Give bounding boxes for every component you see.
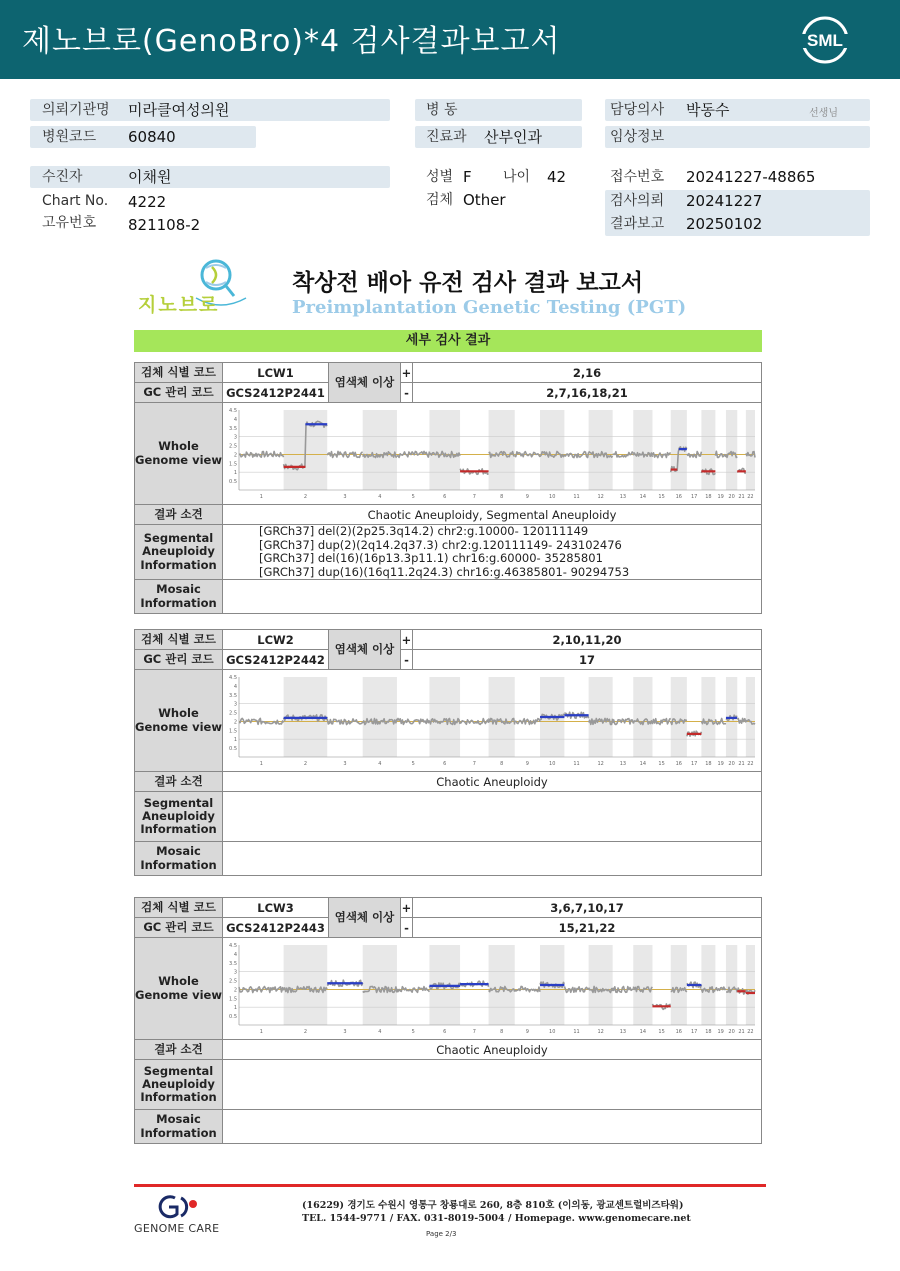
y-tick-label: 1.5 — [229, 460, 237, 467]
chart-label: Chart No. — [42, 193, 109, 209]
chromosome-band — [589, 945, 613, 1025]
request-label: 검사의뢰 — [610, 193, 665, 209]
x-tick-label: 10 — [549, 1028, 556, 1035]
chromosome-band — [746, 677, 755, 757]
y-tick-label: 2 — [233, 451, 237, 458]
copy-number-trace — [737, 718, 746, 723]
x-tick-label: 12 — [597, 493, 604, 500]
chromosome-band — [429, 677, 460, 757]
x-tick-label: 16 — [675, 493, 682, 500]
mosaic-value — [223, 842, 762, 876]
x-tick-label: 7 — [472, 493, 476, 500]
y-tick-label: 3 — [233, 434, 237, 441]
x-tick-label: 13 — [619, 493, 627, 500]
patient-label: 수진자 — [42, 169, 83, 185]
x-tick-label: 15 — [658, 760, 665, 767]
y-tick-label: 2 — [233, 986, 237, 993]
result-label: 결과 소견 — [135, 772, 223, 792]
x-tick-label: 8 — [500, 1028, 504, 1035]
x-tick-label: 19 — [717, 1028, 724, 1035]
y-tick-label: 3.5 — [229, 425, 237, 432]
x-tick-label: 21 — [738, 493, 745, 500]
result-value: Chaotic Aneuploidy — [223, 1040, 762, 1060]
x-tick-label: 18 — [705, 493, 712, 500]
x-tick-label: 16 — [675, 760, 682, 767]
doctor-label: 담당의사 — [610, 102, 665, 118]
y-tick-label: 3.5 — [229, 960, 237, 967]
x-tick-label: 12 — [597, 1028, 604, 1035]
sml-logo-icon — [796, 14, 854, 66]
dept-value: 산부인과 — [484, 128, 542, 146]
chart-value: 4222 — [128, 193, 167, 211]
y-tick-label: 1 — [233, 1004, 237, 1011]
x-tick-label: 2 — [303, 493, 308, 500]
x-tick-label: 20 — [728, 1028, 735, 1035]
segmental-label: Segmental Aneuploidy Information — [135, 1060, 223, 1110]
chromosome-band — [363, 677, 397, 757]
whole-genome-plot — [223, 670, 762, 772]
chromosome-band — [746, 945, 755, 1025]
x-tick-label: 15 — [658, 1028, 665, 1035]
report-date-label: 결과보고 — [610, 216, 665, 232]
uid-value: 821108-2 — [128, 216, 201, 234]
footer-divider — [134, 1184, 766, 1187]
hosp-code-label: 병원코드 — [42, 129, 97, 145]
y-tick-label: 4.5 — [229, 407, 237, 414]
result-value: Chaotic Aneuploidy, Segmental Aneuploidy — [223, 505, 762, 525]
x-tick-label: 20 — [728, 760, 735, 767]
x-tick-label: 9 — [525, 760, 529, 767]
y-tick-label: 3 — [233, 969, 237, 976]
x-tick-label: 3 — [343, 493, 347, 500]
loss-sign: - — [401, 650, 413, 670]
sex-value: F — [463, 168, 472, 186]
x-tick-label: 6 — [443, 493, 447, 500]
y-tick-label: 1.5 — [229, 727, 237, 734]
segmental-line: [GRCh37] dup(16)(16q11.2q24.3) chr16:g.46385801- 90294753 — [259, 564, 630, 579]
sample-code-label: 검체 식별 코드 — [135, 898, 223, 918]
chromosome-band — [284, 945, 328, 1025]
chromosome-band — [429, 410, 460, 490]
y-tick-label: 4.5 — [229, 674, 237, 681]
segmental-line: [GRCh37] dup(2)(2q14.2q37.3) chr2:g.120111149- 243102476 — [259, 537, 622, 552]
chromosome-band — [589, 410, 613, 490]
receipt-value: 20241227-48865 — [686, 168, 816, 186]
copy-number-trace — [397, 986, 429, 992]
chrom-abn-label: 염색체 이상 — [329, 363, 401, 403]
sample-code-value: LCW2 — [223, 630, 329, 650]
sample-code-value: LCW1 — [223, 363, 329, 383]
dept-label: 진료과 — [426, 129, 467, 145]
x-tick-label: 8 — [500, 493, 504, 500]
x-tick-label: 1 — [259, 493, 263, 500]
whole-genome-plot — [223, 403, 762, 505]
y-tick-label: 4 — [233, 683, 237, 690]
report-subtitle: Preimplantation Genetic Testing (PGT) — [292, 297, 687, 318]
mosaic-label: Mosaic Information — [135, 842, 223, 876]
y-tick-label: 0.5 — [229, 478, 237, 485]
chromosome-band — [489, 410, 515, 490]
copy-number-trace — [239, 718, 284, 724]
copy-number-trace — [564, 986, 588, 992]
copy-number-trace — [687, 451, 702, 457]
y-tick-label: 3.5 — [229, 692, 237, 699]
x-tick-label: 13 — [619, 760, 627, 767]
y-tick-label: 4.5 — [229, 942, 237, 949]
x-tick-label: 11 — [573, 493, 580, 500]
sample-code-label: 검체 식별 코드 — [135, 363, 223, 383]
x-tick-label: 5 — [411, 760, 415, 767]
y-tick-label: 0.5 — [229, 745, 237, 752]
segmental-value — [223, 1060, 762, 1110]
x-tick-label: 9 — [525, 1028, 529, 1035]
x-tick-label: 2 — [303, 1028, 308, 1035]
x-tick-label: 1 — [259, 760, 263, 767]
x-tick-label: 1 — [259, 1028, 263, 1035]
whole-genome-label: Whole Genome view — [135, 670, 223, 772]
whole-genome-label: Whole Genome view — [135, 938, 223, 1040]
x-tick-label: 10 — [549, 493, 556, 500]
copy-number-trace — [652, 452, 670, 457]
segmental-label: Segmental Aneuploidy Information — [135, 792, 223, 842]
uid-label: 고유번호 — [42, 215, 97, 231]
copy-number-trace — [715, 451, 726, 457]
genome-chart — [223, 404, 761, 504]
genome-chart — [223, 939, 761, 1039]
report-date-value: 20250102 — [686, 215, 763, 233]
x-tick-label: 13 — [619, 1028, 627, 1035]
sample-code-label: 검체 식별 코드 — [135, 630, 223, 650]
footer-contact: TEL. 1544-9771 / FAX. 031-8019-5004 / Homepage. www.genomecare.net — [302, 1213, 691, 1224]
y-tick-label: 2 — [233, 718, 237, 725]
req-inst-value: 미라클여성의원 — [128, 101, 230, 119]
gain-value: 2,10,11,20 — [413, 630, 762, 650]
result-label: 결과 소견 — [135, 505, 223, 525]
whole-genome-label: Whole Genome view — [135, 403, 223, 505]
loss-sign: - — [401, 383, 413, 403]
chromosome-band — [726, 945, 737, 1025]
genome-chart — [223, 671, 761, 771]
y-tick-label: 1 — [233, 736, 237, 743]
x-tick-label: 21 — [738, 760, 745, 767]
x-tick-label: 8 — [500, 760, 504, 767]
chromosome-band — [633, 945, 652, 1025]
patient-value: 이채원 — [128, 168, 172, 186]
genome-care-logo-text: GENOME CARE — [134, 1222, 220, 1235]
chromosome-band — [701, 677, 715, 757]
result-label: 결과 소견 — [135, 1040, 223, 1060]
x-tick-label: 11 — [573, 1028, 580, 1035]
copy-number-trace — [652, 718, 670, 724]
x-tick-label: 12 — [597, 760, 604, 767]
req-inst-label: 의뢰기관명 — [42, 102, 110, 118]
loss-value: 2,7,16,18,21 — [413, 383, 762, 403]
x-tick-label: 17 — [690, 1028, 698, 1035]
chromosome-band — [701, 945, 715, 1025]
genobro-logo-text: 지노브로 — [138, 294, 220, 316]
x-tick-label: 14 — [639, 760, 647, 767]
doctor-suffix: 선생님 — [809, 108, 838, 119]
chromosome-band — [589, 677, 613, 757]
sex-label: 성별 — [426, 169, 454, 185]
y-tick-label: 2.5 — [229, 978, 237, 985]
sml-logo-text: SML — [807, 31, 843, 50]
x-tick-label: 22 — [747, 493, 754, 500]
loss-value: 15,21,22 — [413, 918, 762, 938]
chromosome-band — [726, 410, 737, 490]
copy-number-trace — [397, 718, 429, 724]
segmental-line: [GRCh37] del(16)(16p13.3p11.1) chr16:g.60000- 35285801 — [259, 551, 603, 565]
receipt-label: 접수번호 — [610, 169, 665, 185]
chromosome-band — [363, 945, 397, 1025]
segmental-value — [223, 792, 762, 842]
age-value: 42 — [547, 168, 567, 186]
chromosome-band — [671, 677, 687, 757]
gc-code-value: GCS2412P2442 — [223, 650, 329, 670]
x-tick-label: 17 — [690, 493, 698, 500]
gain-sign: + — [401, 630, 413, 650]
chromosome-band — [363, 410, 397, 490]
segmental-value — [223, 525, 762, 580]
x-tick-label: 4 — [378, 493, 382, 500]
x-tick-label: 16 — [675, 1028, 682, 1035]
request-value: 20241227 — [686, 192, 763, 210]
hosp-code-value: 60840 — [128, 128, 176, 146]
x-tick-label: 21 — [738, 1028, 745, 1035]
mosaic-value — [223, 580, 762, 614]
clinical-label: 임상정보 — [610, 129, 665, 145]
chrom-abn-label: 염색체 이상 — [329, 898, 401, 938]
x-tick-label: 4 — [378, 1028, 382, 1035]
specimen-label: 검체 — [426, 192, 454, 208]
y-tick-label: 1.5 — [229, 995, 237, 1002]
chromosome-band — [489, 677, 515, 757]
x-tick-label: 11 — [573, 760, 580, 767]
y-tick-label: 2.5 — [229, 710, 237, 717]
gain-sign: + — [401, 363, 413, 383]
x-tick-label: 6 — [443, 1028, 447, 1035]
report-title: 착상전 배아 유전 검사 결과 보고서 — [292, 270, 644, 296]
y-tick-label: 3 — [233, 701, 237, 708]
y-tick-label: 4 — [233, 416, 237, 423]
doctor-value: 박동수 — [686, 101, 730, 119]
whole-genome-plot — [223, 938, 762, 1040]
header-bar — [0, 0, 900, 79]
x-tick-label: 17 — [690, 760, 698, 767]
gain-value: 2,16 — [413, 363, 762, 383]
x-tick-label: 10 — [549, 760, 556, 767]
y-tick-label: 2.5 — [229, 443, 237, 450]
copy-number-trace — [515, 986, 540, 991]
y-tick-label: 1 — [233, 469, 237, 476]
x-tick-label: 14 — [639, 1028, 647, 1035]
x-tick-label: 22 — [747, 760, 754, 767]
loss-sign: - — [401, 918, 413, 938]
sample-table-2 — [134, 629, 762, 876]
chromosome-band — [633, 677, 652, 757]
sample-table-1 — [134, 362, 762, 614]
gc-code-label: GC 관리 코드 — [135, 383, 223, 403]
gain-sign: + — [401, 898, 413, 918]
chrom-abn-label: 염색체 이상 — [329, 630, 401, 670]
chromosome-band — [671, 945, 687, 1025]
gc-code-label: GC 관리 코드 — [135, 650, 223, 670]
loss-value: 17 — [413, 650, 762, 670]
sample-code-value: LCW3 — [223, 898, 329, 918]
page-title: 제노브로(GenoBro)*4 검사결과보고서 — [22, 24, 561, 59]
x-tick-label: 20 — [728, 493, 735, 500]
x-tick-label: 3 — [343, 760, 347, 767]
y-tick-label: 0.5 — [229, 1013, 237, 1020]
mosaic-label: Mosaic Information — [135, 580, 223, 614]
page-number: Page 2/3 — [426, 1230, 457, 1238]
x-tick-label: 2 — [303, 760, 308, 767]
ward-label: 병 동 — [426, 102, 458, 118]
gain-value: 3,6,7,10,17 — [413, 898, 762, 918]
gc-code-label: GC 관리 코드 — [135, 918, 223, 938]
x-tick-label: 5 — [411, 1028, 415, 1035]
chromosome-band — [701, 410, 715, 490]
footer-address: (16229) 경기도 수원시 영통구 창룡대로 260, 8층 810호 (이의동, 광교센트럴비즈타워) — [302, 1200, 684, 1211]
chromosome-band — [540, 410, 564, 490]
x-tick-label: 4 — [378, 760, 382, 767]
specimen-value: Other — [463, 191, 506, 209]
x-tick-label: 22 — [747, 1028, 754, 1035]
chromosome-band — [633, 410, 652, 490]
gc-code-value: GCS2412P2441 — [223, 383, 329, 403]
genome-care-logo-icon — [155, 1194, 201, 1220]
chromosome-band — [746, 410, 755, 490]
sample-table-3 — [134, 897, 762, 1144]
copy-number-trace — [239, 451, 284, 457]
mosaic-value — [223, 1110, 762, 1144]
mosaic-label: Mosaic Information — [135, 1110, 223, 1144]
patient-bg — [30, 166, 390, 188]
age-label: 나이 — [503, 169, 531, 185]
x-tick-label: 15 — [658, 493, 665, 500]
x-tick-label: 9 — [525, 493, 529, 500]
x-tick-label: 14 — [639, 493, 647, 500]
segmental-line: [GRCh37] del(2)(2p25.3q14.2) chr2:g.10000- 120111149 — [259, 525, 589, 538]
x-tick-label: 7 — [472, 1028, 476, 1035]
x-tick-label: 5 — [411, 493, 415, 500]
chromosome-band — [489, 945, 515, 1025]
y-tick-label: 4 — [233, 951, 237, 958]
section-header: 세부 검사 결과 — [134, 330, 762, 352]
x-tick-label: 19 — [717, 760, 724, 767]
footer-address-block — [302, 1199, 691, 1225]
x-tick-label: 18 — [705, 1028, 712, 1035]
x-tick-label: 6 — [443, 760, 447, 767]
result-value: Chaotic Aneuploidy — [223, 772, 762, 792]
x-tick-label: 3 — [343, 1028, 347, 1035]
x-tick-label: 18 — [705, 760, 712, 767]
gc-code-value: GCS2412P2443 — [223, 918, 329, 938]
x-tick-label: 19 — [717, 493, 724, 500]
segmental-label: Segmental Aneuploidy Information — [135, 525, 223, 580]
x-tick-label: 7 — [472, 760, 476, 767]
